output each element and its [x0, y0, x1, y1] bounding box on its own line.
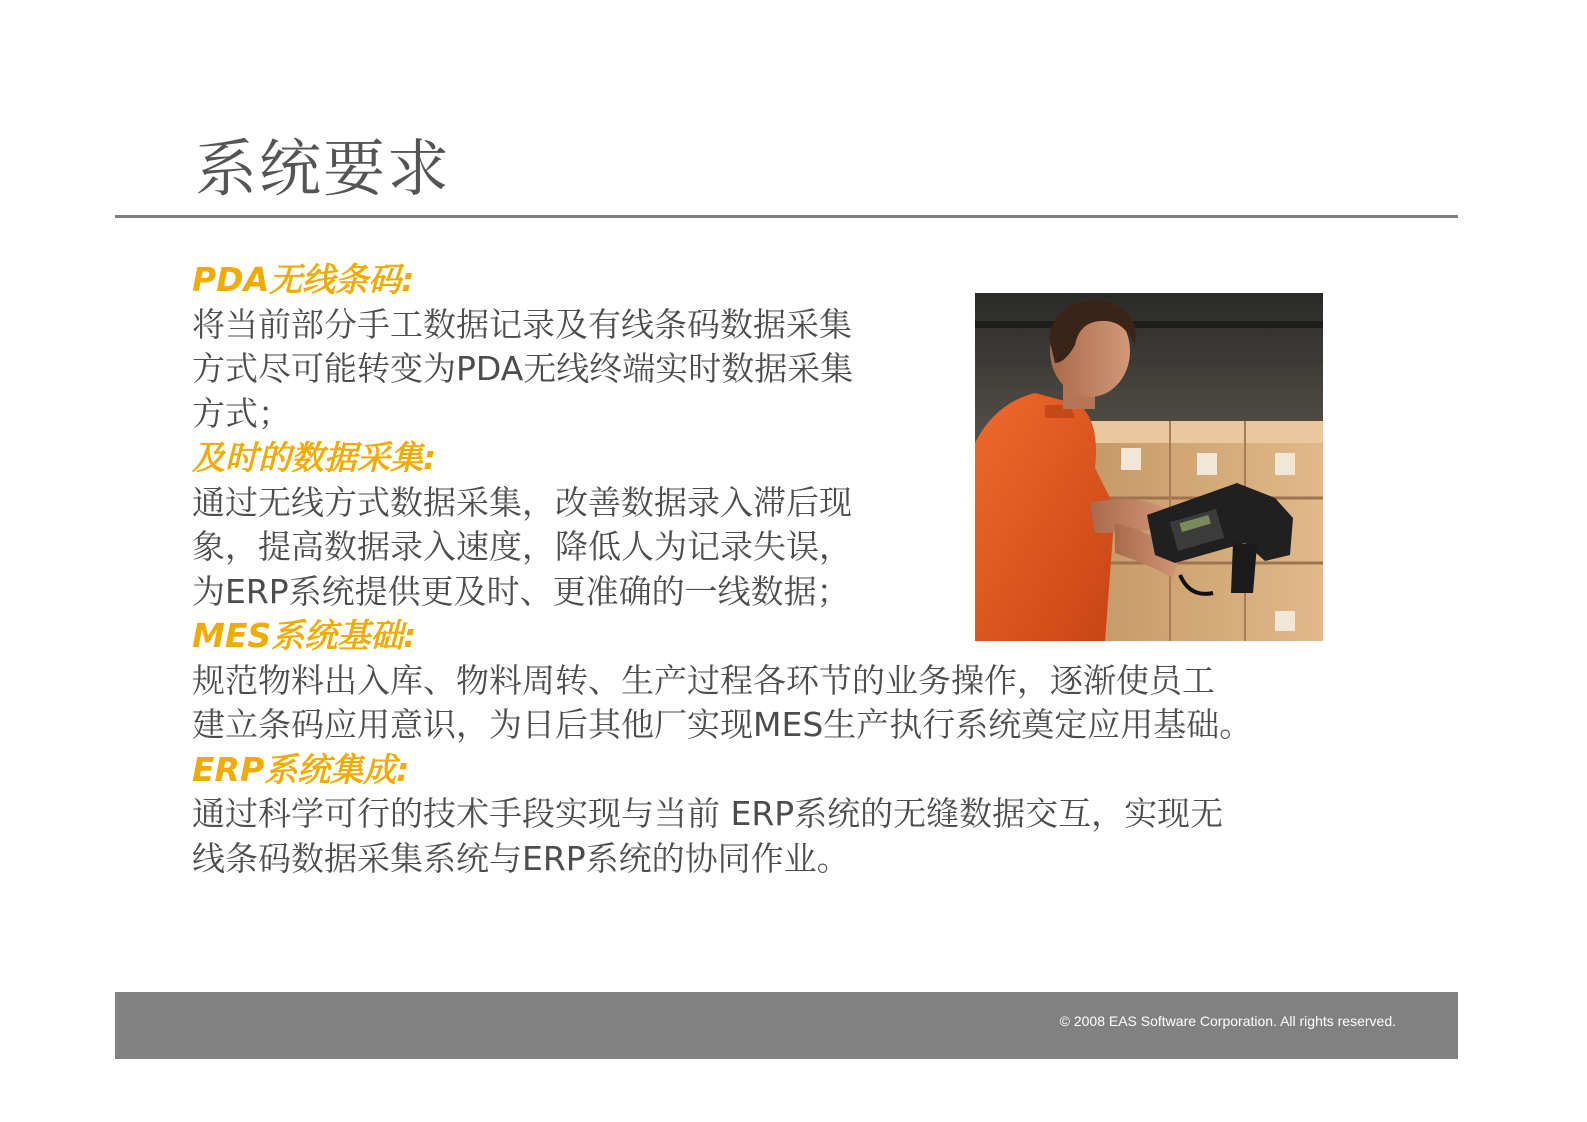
section-text-line: 通过无线方式数据采集，改善数据录入滞后现 — [192, 482, 852, 522]
section-heading-pda: PDA无线条码: — [192, 260, 415, 299]
section-text-line: 通过科学可行的技术手段实现与当前 ERP系统的无缝数据交互，实现无 — [192, 794, 1224, 833]
section-heading-mes: MES系统基础: — [192, 616, 417, 655]
section-heading-realtime: 及时的数据采集: — [192, 438, 437, 477]
section-text-line: 方式尽可能转变为PDA无线终端实时数据采集 — [192, 349, 854, 388]
section-text-line: 将当前部分手工数据记录及有线条码数据采集 — [192, 304, 852, 344]
section-text-line: 方式； — [192, 393, 291, 433]
copyright-text: © 2008 EAS Software Corporation. All rights reserved. — [1059, 1013, 1396, 1029]
section-heading-erp: ERP系统集成: — [192, 749, 410, 789]
slide-title: 系统要求 — [195, 132, 452, 205]
section-text-line: 为ERP系统提供更及时、更准确的一线数据； — [192, 571, 850, 611]
section-text-line: 象，提高数据录入速度，降低人为记录失误， — [192, 527, 852, 566]
worker-pda-photo — [975, 293, 1323, 641]
title-divider — [115, 215, 1458, 218]
section-text-line: 规范物料出入库、物料周转、生产过程各环节的业务操作，逐渐使员工 — [192, 660, 1215, 700]
section-text-line: 线条码数据采集系统与ERP系统的协同作业。 — [192, 838, 850, 878]
footer-bar — [115, 992, 1458, 1059]
section-text-line: 建立条码应用意识，为日后其他厂实现MES生产执行系统奠定应用基础。 — [192, 705, 1253, 744]
